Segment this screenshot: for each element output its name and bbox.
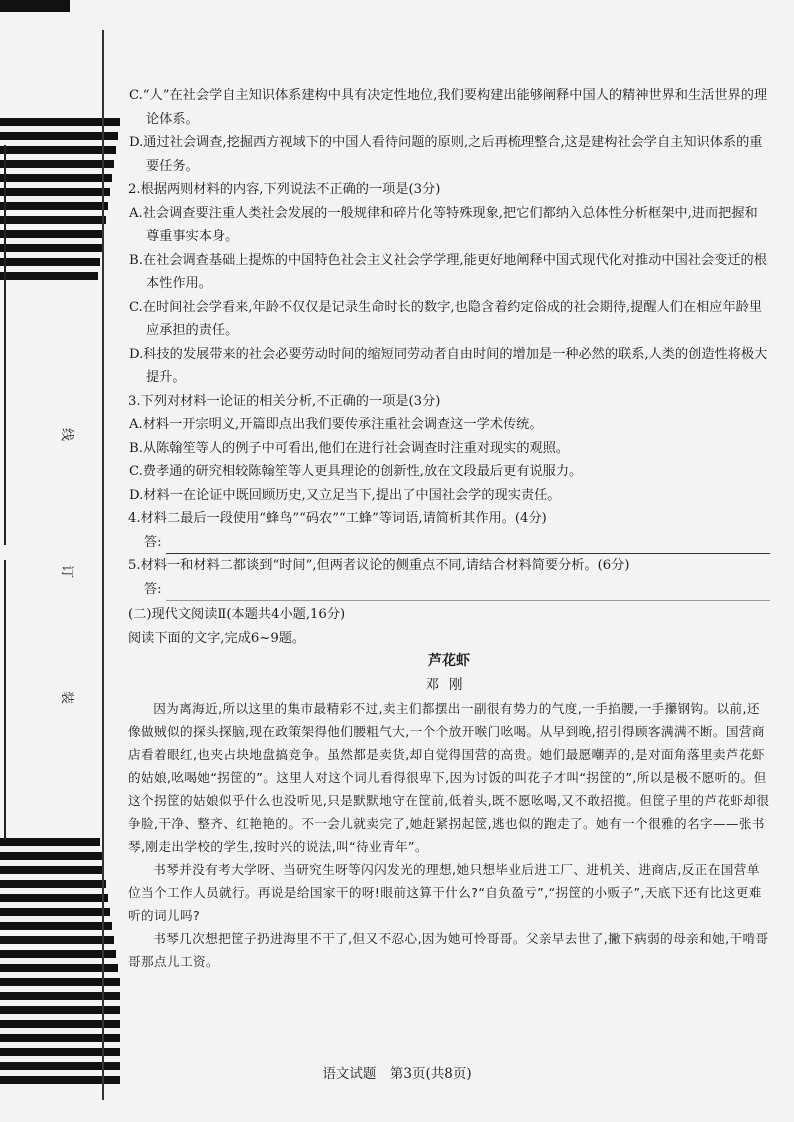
q3-option-a: A.材料一开宗明义,开篇即点出我们要传承注重社会调查这一学术传统。 (129, 417, 543, 432)
binding-cut-line (102, 30, 104, 1100)
binding-label-xian: 线 (59, 427, 75, 442)
q5-stem: 5.材料一和材料二都谈到“时间”,但两者议论的侧重点不同,请结合材料简要分析。(6分) (128, 558, 630, 573)
q3-option-c: C.费孝通的研究相较陈翰笙等人更具理论的创新性,放在文段最后更有说服力。 (129, 464, 583, 479)
q2-option-b: B.在社会调查基础上提炼的中国特色社会主义社会学学理,能更好地阐释中国式现代化对推动中国社会变迁的根本性作用。 (129, 252, 767, 291)
q1-option-d: D.通过社会调查,挖掘西方视域下的中国人看待问题的原则,之后再梳理整合,这是建构社会学自主知识体系的重要任务。 (129, 135, 763, 174)
story-paragraph: 书琴并没有考大学呀、当研究生呀等闪闪发光的理想,她只想毕业后进工厂、进机关、进商店,反正在国营单位当个工作人员就行。再说是给国家干的呀!眼前这算干什么?“自负盈亏”,“拐筐的小贩子”,天底下还有比这更难听的词儿吗? (128, 862, 762, 923)
story-body (128, 697, 770, 973)
story-paragraph: 因为离海近,所以这里的集市最精彩不过,卖主们都摆出一副很有势力的气度,一手掐腰,一手攥钢钩。以前,还像做贼似的探头探脑,现在政策架得他们腰粗气大,一个个放开喉门吆喝。从早到晚,招引得顾客满满不断。国营商店看着眼红,也夹占块地盘搞竞争。虽然都是卖货,却自觉得国营的高贵。她们最愿嘲弄的,是对面角落里卖芦花虾的姑娘,吆喝她“拐筐的”。这里人对这个词儿看得很卑下,因为讨饭的叫花子才叫“拐筐的”,所以是极不愿听的。但这个拐筐的姑娘似乎什么也没听见,只是默默地守在筐前,低着头,既不愿吆喝,又不敢招揽。但筐子里的芦花虾却很争脸,干净、整齐、红艳艳的。不一会儿就卖完了,她赶紧拐起筐,逃也似的跑走了。她有一个很雅的名字——张书琴,刚走出学校的学生,按时兴的说法,叫“待业青年”。 (128, 701, 770, 854)
q2-stem: 2.根据两则材料的内容,下列说法不正确的一项是(3分) (128, 182, 441, 197)
section2-instruction: 阅读下面的文字,完成6~9题。 (128, 630, 306, 646)
story-title: 芦花虾 (428, 653, 470, 669)
q4-stem: 4.材料二最后一段使用“蜂鸟”“码农”“工蜂”等词语,请简析其作用。(4分) (128, 511, 547, 526)
q5-answer-line[interactable] (144, 578, 770, 602)
q2-option-c: C.在时间社会学看来,年龄不仅仅是记录生命时长的数字,也隐含着约定俗成的社会期待,提醒人们在相应年龄里应承担的责任。 (129, 299, 763, 338)
binding-bars-top (0, 0, 120, 18)
page-content (128, 84, 770, 973)
binding-label-zhuang: 装 (59, 690, 75, 705)
q2-option-d: D.科技的发展带来的社会必要劳动时间的缩短同劳动者自由时间的增加是一种必然的联系,人类的创造性将极大提升。 (129, 346, 768, 385)
q4-answer-line[interactable] (144, 531, 770, 555)
q3-option-d: D.材料一在论证中既回顾历史,又立足当下,提出了中国社会学的现实责任。 (129, 487, 561, 503)
story-author: 邓刚 (425, 676, 473, 693)
page-footer: 语文试题 第3页(共8页) (322, 1066, 472, 1082)
section2-heading: (二)现代文阅读Ⅱ(本题共4小题,16分) (128, 607, 346, 622)
q2-option-a: A.社会调查要注重人类社会发展的一般规律和碎片化等特殊现象,把它们都纳入总体性分析框架中,进而把握和尊重事实本身。 (129, 205, 758, 244)
q4-answer-label: 答: (144, 534, 162, 550)
q5-answer-label: 答: (144, 581, 162, 597)
binding-margin (0, 0, 120, 1122)
binding-edge-mark (4, 145, 28, 545)
binding-edge-mark (4, 560, 28, 840)
q3-option-b: B.从陈翰笙等人的例子中可看出,他们在进行社会调查时注重对现实的观照。 (129, 440, 570, 456)
binding-label-ding: 订 (59, 564, 75, 579)
q3-stem: 3.下列对材料一论证的相关分析,不正确的一项是(3分) (128, 393, 441, 409)
story-paragraph: 书琴几次想把筐子扔进海里不干了,但又不忍心,因为她可怜哥哥。父亲早去世了,撇下病弱的母亲和她,干啃哥哥那点儿工资。 (128, 931, 769, 969)
q1-option-c: C.“人”在社会学自主知识体系建构中具有决定性地位,我们要构建出能够阐释中国人的精神世界和生活世界的理论体系。 (129, 88, 768, 127)
